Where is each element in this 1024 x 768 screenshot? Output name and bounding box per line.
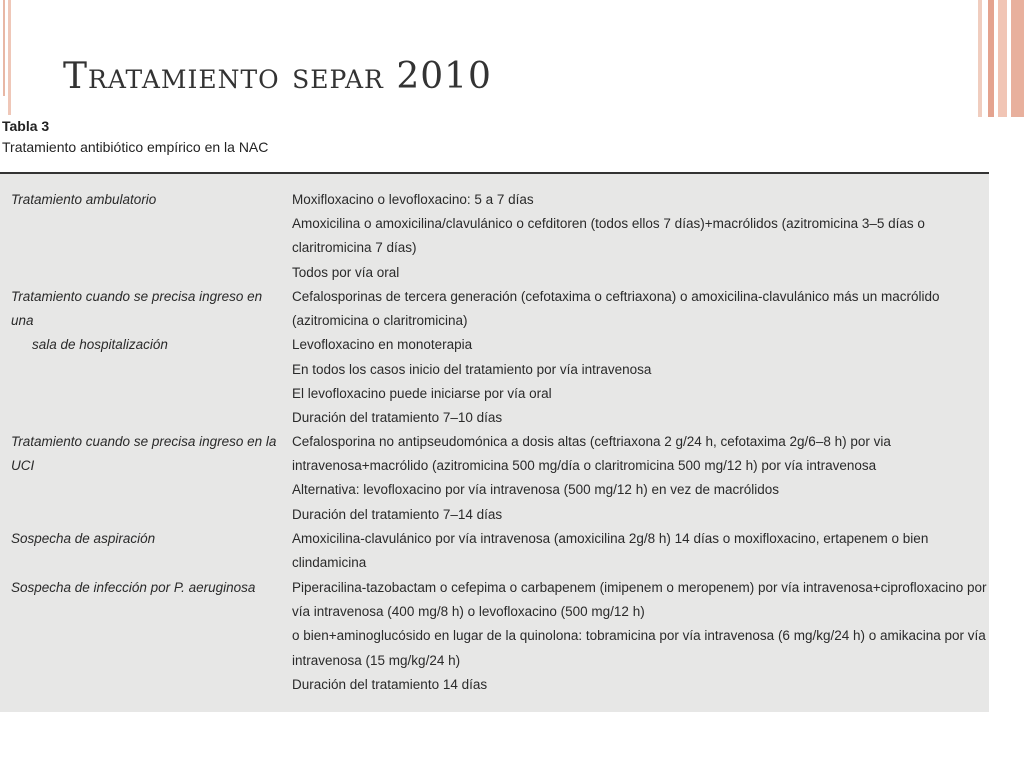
row-category-text: Sospecha de infección por P. aeruginosa [11, 580, 256, 595]
treatment-line: Moxifloxacino o levofloxacino: 5 a 7 días [292, 192, 534, 207]
treatment-line: vía intravenosa (400 mg/8 h) o levofloxacino (500 mg/12 h) [292, 604, 645, 620]
treatment-line: Alternativa: levofloxacino por vía intravenosa (500 mg/12 h) en vez de macrólidos [292, 482, 780, 498]
treatment-line: (azitromicina o claritromicina) [292, 313, 468, 329]
treatment-line: Duración del tratamiento 14 días [292, 676, 488, 692]
treatment-line: intravenosa+macrólido (azitromicina 500 mg/día o claritromicina 500 mg/12 h) por vía intravenosa [292, 458, 877, 474]
treatment-line: El levofloxacino puede iniciarse por vía oral [292, 385, 552, 401]
slide-title: Tratamiento separ 2010 [63, 56, 492, 97]
row-category-text: Tratamiento cuando se precisa ingreso en una [11, 289, 263, 328]
treatment-line: Amoxicilina o amoxicilina/clavulánico o cefditoren (todos ellos 7 días)+macrólidos (azitromicina 3–5 días o [292, 216, 925, 232]
treatment-line: clindamicina [292, 555, 367, 571]
decorative-bar-right-1 [978, 0, 982, 117]
treatment-line: Piperacilina-tazobactam o cefepima o carbapenem (imipenem o meropenem) por vía intravenosa+ciprofloxacino por [292, 580, 987, 595]
decorative-bar-left-2 [8, 0, 11, 115]
table-label: Tabla 3 [2, 118, 50, 134]
treatment-line: intravenosa (15 mg/kg/24 h) [292, 652, 461, 668]
decorative-bar-right-3 [998, 0, 1007, 117]
treatment-line: En todos los casos inicio del tratamiento por vía intravenosa [292, 361, 652, 377]
decorative-bar-right-4 [1011, 0, 1024, 117]
row-treatments [292, 576, 987, 697]
row-treatments [292, 188, 982, 285]
treatment-line: claritromicina 7 días) [292, 240, 417, 256]
row-category [11, 527, 286, 551]
treatment-line: o bien+aminoglucósido en lugar de la quinolona: tobramicina por vía intravenosa (6 mg/kg/24 h) o amikacina por vía [292, 628, 986, 644]
decorative-bar-right-2 [988, 0, 994, 117]
row-category [11, 576, 286, 600]
treatment-table [0, 174, 989, 712]
row-category [11, 430, 286, 478]
decorative-bar-left-1 [3, 0, 5, 96]
treatment-line: Duración del tratamiento 7–14 días [292, 506, 503, 522]
treatment-line: Cefalosporina no antipseudomónica a dosis altas (ceftriaxona 2 g/24 h, cefotaxima 2g/6–8 h) por via [292, 434, 891, 449]
treatment-line: Cefalosporinas de tercera generación (cefotaxima o ceftriaxona) o amoxicilina-clavulánico más un macrólido [292, 289, 940, 304]
row-category-text: Tratamiento ambulatorio [11, 192, 157, 207]
row-category-continuation: sala de hospitalización [32, 337, 168, 352]
row-category [11, 188, 286, 212]
treatment-line: Amoxicilina-clavulánico por vía intravenosa (amoxicilina 2g/8 h) 14 días o moxifloxacino, ertapenem o bien [292, 531, 929, 546]
treatment-line: Todos por vía oral [292, 264, 400, 280]
row-treatments [292, 527, 982, 575]
table-caption: Tratamiento antibiótico empírico en la NAC [2, 139, 269, 155]
treatment-line: Duración del tratamiento 7–10 días [292, 410, 503, 426]
row-treatments [292, 285, 982, 430]
row-category-text: Sospecha de aspiración [11, 531, 156, 546]
treatment-line: Levofloxacino en monoterapia [292, 337, 473, 353]
row-treatments [292, 430, 982, 527]
row-category [11, 285, 286, 357]
row-category-text: Tratamiento cuando se precisa ingreso en la UCI [11, 434, 277, 473]
